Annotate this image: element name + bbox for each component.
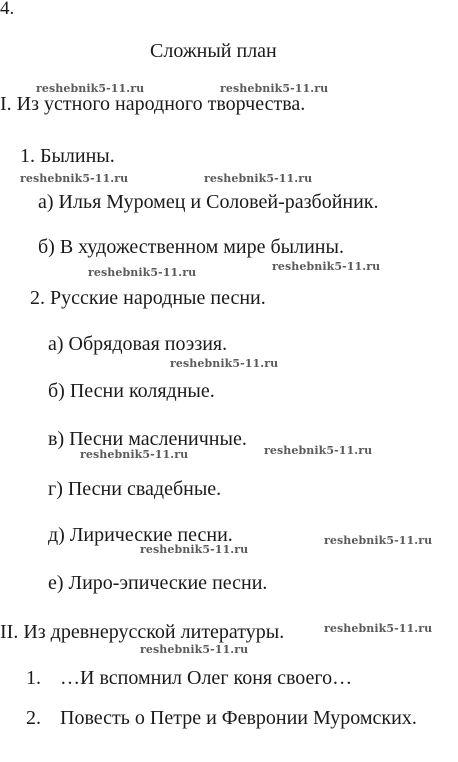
section-1-heading: I. Из устного народного творчества. bbox=[0, 93, 306, 115]
watermark: reshebnik5-11.ru bbox=[170, 357, 279, 370]
list-item-1-number: 1. bbox=[26, 667, 41, 689]
watermark: reshebnik5-11.ru bbox=[36, 82, 145, 95]
subitem-2a: а) Обрядовая поэзия. bbox=[48, 333, 228, 355]
watermark: reshebnik5-11.ru bbox=[272, 260, 381, 273]
watermark: reshebnik5-11.ru bbox=[80, 448, 189, 461]
list-item-2-text: Повесть о Петре и Февронии Муромских. bbox=[60, 707, 417, 729]
watermark: reshebnik5-11.ru bbox=[324, 534, 433, 547]
plan-title: Сложный план bbox=[150, 40, 277, 62]
item-1-heading: 1. Былины. bbox=[20, 145, 115, 167]
subitem-1a: а) Илья Муромец и Соловей-разбойник. bbox=[38, 191, 379, 213]
list-item-2-number: 2. bbox=[26, 707, 41, 729]
subitem-2b: б) Песни колядные. bbox=[48, 380, 215, 402]
subitem-2d: г) Песни свадебные. bbox=[48, 478, 222, 500]
watermark: reshebnik5-11.ru bbox=[140, 643, 249, 656]
watermark: reshebnik5-11.ru bbox=[140, 543, 249, 556]
subitem-2c: в) Песни масленичные. bbox=[48, 428, 247, 450]
item-2-heading: 2. Русские народные песни. bbox=[30, 287, 266, 309]
section-2-heading: II. Из древнерусской литературы. bbox=[0, 621, 285, 643]
task-number: 4. bbox=[0, 0, 15, 19]
watermark: reshebnik5-11.ru bbox=[324, 622, 433, 635]
watermark: reshebnik5-11.ru bbox=[204, 172, 313, 185]
subitem-1b: б) В художественном мире былины. bbox=[38, 236, 344, 258]
watermark: reshebnik5-11.ru bbox=[264, 444, 373, 457]
watermark: reshebnik5-11.ru bbox=[220, 82, 329, 95]
list-item-1-text: …И вспомнил Олег коня своего… bbox=[60, 667, 353, 689]
watermark: reshebnik5-11.ru bbox=[20, 172, 129, 185]
subitem-2e: д) Лирические песни. bbox=[48, 524, 233, 546]
subitem-2f: е) Лиро-эпические песни. bbox=[48, 572, 268, 594]
watermark: reshebnik5-11.ru bbox=[88, 266, 197, 279]
